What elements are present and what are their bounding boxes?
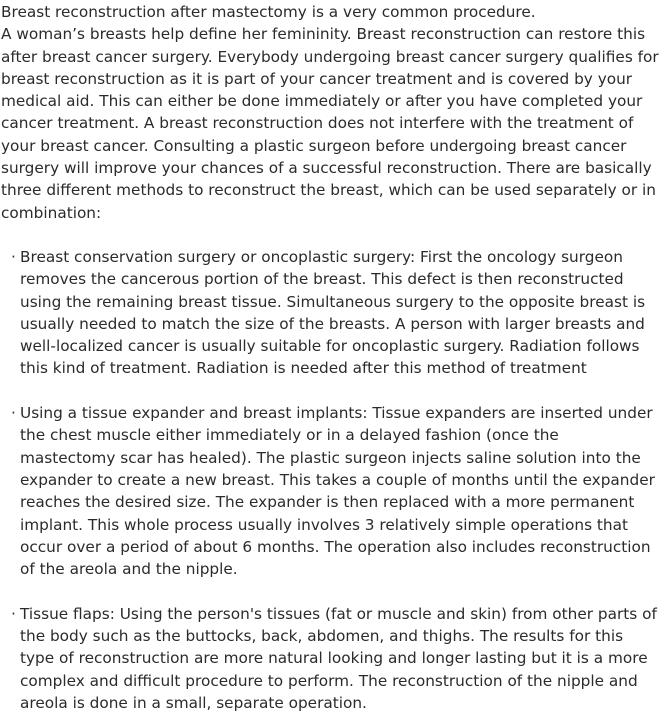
article-title-line: Breast reconstruction after mastectomy is a very common procedure. bbox=[1, 3, 536, 21]
method-item-oncoplastic bbox=[1, 246, 659, 380]
method-text: Using a tissue expander and breast implants: Tissue expanders are inserted under the chest muscle either immediately or in a delayed fashion (once the mastectomy scar has healed). The plastic surgeon injects saline solution into the expander to create a new breast. This takes a couple of months until the expander reaches the desired size. The expander is then replaced with a more permanent implant. This whole process usually involves 3 relatively simple operations that occur over a period of about 6 months. The operation also includes reconstruction of the areola and the nipple. bbox=[20, 404, 655, 579]
methods-list bbox=[1, 246, 659, 714]
method-item-tissue-flaps bbox=[1, 603, 659, 714]
bullet-icon: · bbox=[11, 247, 16, 266]
bullet-icon: · bbox=[11, 604, 16, 623]
article-intro bbox=[1, 1, 659, 224]
bullet-icon: · bbox=[11, 404, 16, 423]
article-intro-text: A woman’s breasts help define her femininity. Breast reconstruction can restore this after breast cancer surgery. Everybody undergoing breast cancer surgery qualifies for breast reconstruction as it is part of your cancer treatment and is covered by your medical aid. This can either be done immediately or after you have completed your cancer treatment. A breast reconstruction does not interfere with the treatment of your breast cancer. Consulting a plastic surgeon before undergoing breast cancer surgery will improve your chances of a successful reconstruction. There are basically three different methods to reconstruct the breast, which can be used separately or in combination: bbox=[1, 25, 659, 222]
method-item-tissue-expander bbox=[1, 402, 659, 580]
method-text: Tissue flaps: Using the person's tissues (fat or muscle and skin) from other parts of the body such as the buttocks, back, abdomen, and thighs. The results for this type of reconstruction are more natural looking and longer lasting but it is a more complex and difficult procedure to perform. The reconstruction of the nipple and areola is done in a small, separate operation. bbox=[20, 604, 657, 712]
method-text: Breast conservation surgery or oncoplastic surgery: First the oncology surgeon removes the cancerous portion of the breast. This defect is then reconstructed using the remaining breast tissue. Simultaneous surgery to the opposite breast is usually needed to match the size of the breasts. A person with larger breasts and well-localized cancer is usually suitable for oncoplastic surgery. Radiation follows this kind of treatment. Radiation is needed after this method of treatment bbox=[20, 247, 646, 378]
